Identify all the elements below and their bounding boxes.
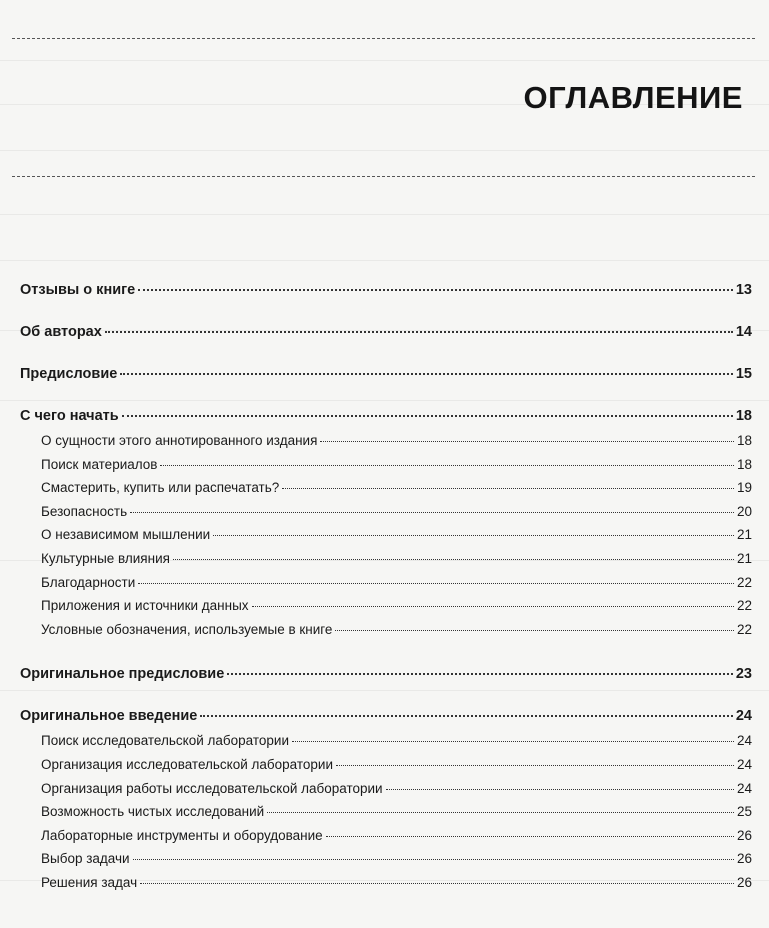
toc-page-number: 22 <box>736 598 752 614</box>
toc-page-number: 15 <box>735 366 752 382</box>
toc-subentry[interactable] <box>20 598 752 622</box>
toc-subentry[interactable] <box>20 527 752 551</box>
toc-subentry[interactable] <box>20 504 752 528</box>
toc-entry-title: Отзывы о книге <box>20 282 136 298</box>
toc-subentry-title: Благодарности <box>41 574 136 590</box>
leader-dots <box>326 836 734 837</box>
toc-subentry[interactable] <box>20 851 752 875</box>
toc-subentry-title: Решения задач <box>41 874 138 890</box>
toc-subentry-title: Безопасность <box>41 503 128 519</box>
toc-subentry-title: О сущности этого аннотированного издания <box>41 433 318 448</box>
toc-page-number: 18 <box>736 456 752 472</box>
toc-subentry[interactable] <box>20 875 752 899</box>
leader-dots <box>336 765 734 766</box>
leader-dots <box>160 465 734 466</box>
toc-page-number: 24 <box>736 756 752 772</box>
leader-dots <box>267 812 734 813</box>
toc-page-number: 22 <box>736 574 752 590</box>
toc-entry-original-introduction[interactable] <box>20 708 752 729</box>
table-of-contents <box>20 282 752 899</box>
toc-page-number: 23 <box>735 666 752 683</box>
toc-page-number: 20 <box>736 503 752 519</box>
leader-dots <box>292 741 734 742</box>
toc-page-number: 24 <box>736 780 752 796</box>
toc-subentry-title: Поиск исследовательской лаборатории <box>41 733 289 749</box>
toc-subentry-title: Возможность чистых исследований <box>41 804 265 820</box>
toc-entry-title: Оригинальное введение <box>20 708 198 725</box>
toc-subentry-title: Организация работы исследовательской лаборатории <box>41 780 383 796</box>
toc-subentry[interactable] <box>20 757 752 781</box>
heading-dashed-rule <box>12 176 755 177</box>
toc-subentry[interactable] <box>20 480 752 504</box>
toc-page-number: 13 <box>735 282 752 298</box>
toc-entry-original-foreword[interactable] <box>20 666 752 687</box>
toc-subentry[interactable] <box>20 733 752 757</box>
top-dashed-rule <box>12 38 755 39</box>
toc-subentry-title: Смастерить, купить или распечатать? <box>41 480 280 496</box>
toc-subentry[interactable] <box>20 622 752 646</box>
toc-subentry[interactable] <box>20 804 752 828</box>
toc-entry-foreword[interactable] <box>20 366 752 387</box>
leader-dots <box>282 488 734 489</box>
toc-subentry[interactable] <box>20 433 752 457</box>
toc-page-number: 26 <box>736 827 752 843</box>
toc-subentry-title: Условные обозначения, используемые в книге <box>41 621 333 637</box>
toc-page-number: 18 <box>735 408 752 424</box>
toc-page-number: 21 <box>736 527 752 543</box>
leader-dots <box>200 715 732 717</box>
toc-subentry-title: Приложения и источники данных <box>41 598 249 614</box>
toc-subentry[interactable] <box>20 828 752 852</box>
toc-entry-about-authors[interactable] <box>20 324 752 345</box>
toc-entry-getting-started[interactable] <box>20 408 752 429</box>
leader-dots <box>335 630 734 631</box>
toc-page-number: 21 <box>736 550 752 566</box>
toc-subentry-title: Выбор задачи <box>41 851 130 867</box>
toc-subentry-title: Культурные влияния <box>41 550 170 566</box>
toc-entry-title: Оригинальное предисловие <box>20 666 225 683</box>
toc-subentry-title: Лабораторные инструменты и оборудование <box>41 827 323 843</box>
toc-page-number: 22 <box>736 621 752 637</box>
leader-dots <box>386 789 734 790</box>
toc-page-number: 24 <box>735 708 752 725</box>
leader-dots <box>138 289 733 291</box>
toc-subentry-title: Организация исследовательской лаборатории <box>41 756 334 772</box>
leader-dots <box>120 373 733 375</box>
leader-dots <box>105 331 733 333</box>
toc-subentry[interactable] <box>20 551 752 575</box>
toc-subentry[interactable] <box>20 781 752 805</box>
toc-page-number: 14 <box>735 324 752 340</box>
toc-subentry-title: О независимом мышлении <box>41 527 211 543</box>
leader-dots <box>140 883 734 884</box>
page-title: ОГЛАВЛЕНИЕ <box>523 80 743 115</box>
leader-dots <box>138 583 734 584</box>
toc-page-number: 19 <box>736 480 752 496</box>
toc-page-number: 26 <box>736 874 752 890</box>
leader-dots <box>320 441 734 442</box>
toc-subentry[interactable] <box>20 457 752 481</box>
leader-dots <box>122 415 733 417</box>
leader-dots <box>213 535 734 536</box>
toc-page-number: 25 <box>736 804 752 820</box>
leader-dots <box>133 859 734 860</box>
leader-dots <box>173 559 734 560</box>
toc-entry-reviews[interactable] <box>20 282 752 303</box>
toc-page-number: 26 <box>736 851 752 867</box>
leader-dots <box>227 673 733 675</box>
toc-subentry-title: Поиск материалов <box>41 456 158 472</box>
toc-entry-title: Предисловие <box>20 366 118 382</box>
leader-dots <box>130 512 734 513</box>
toc-page-number: 18 <box>736 433 752 448</box>
leader-dots <box>252 606 734 607</box>
toc-page-number: 24 <box>736 733 752 749</box>
toc-entry-title: Об авторах <box>20 324 102 340</box>
toc-subentry[interactable] <box>20 575 752 599</box>
toc-entry-title: С чего начать <box>20 408 119 424</box>
